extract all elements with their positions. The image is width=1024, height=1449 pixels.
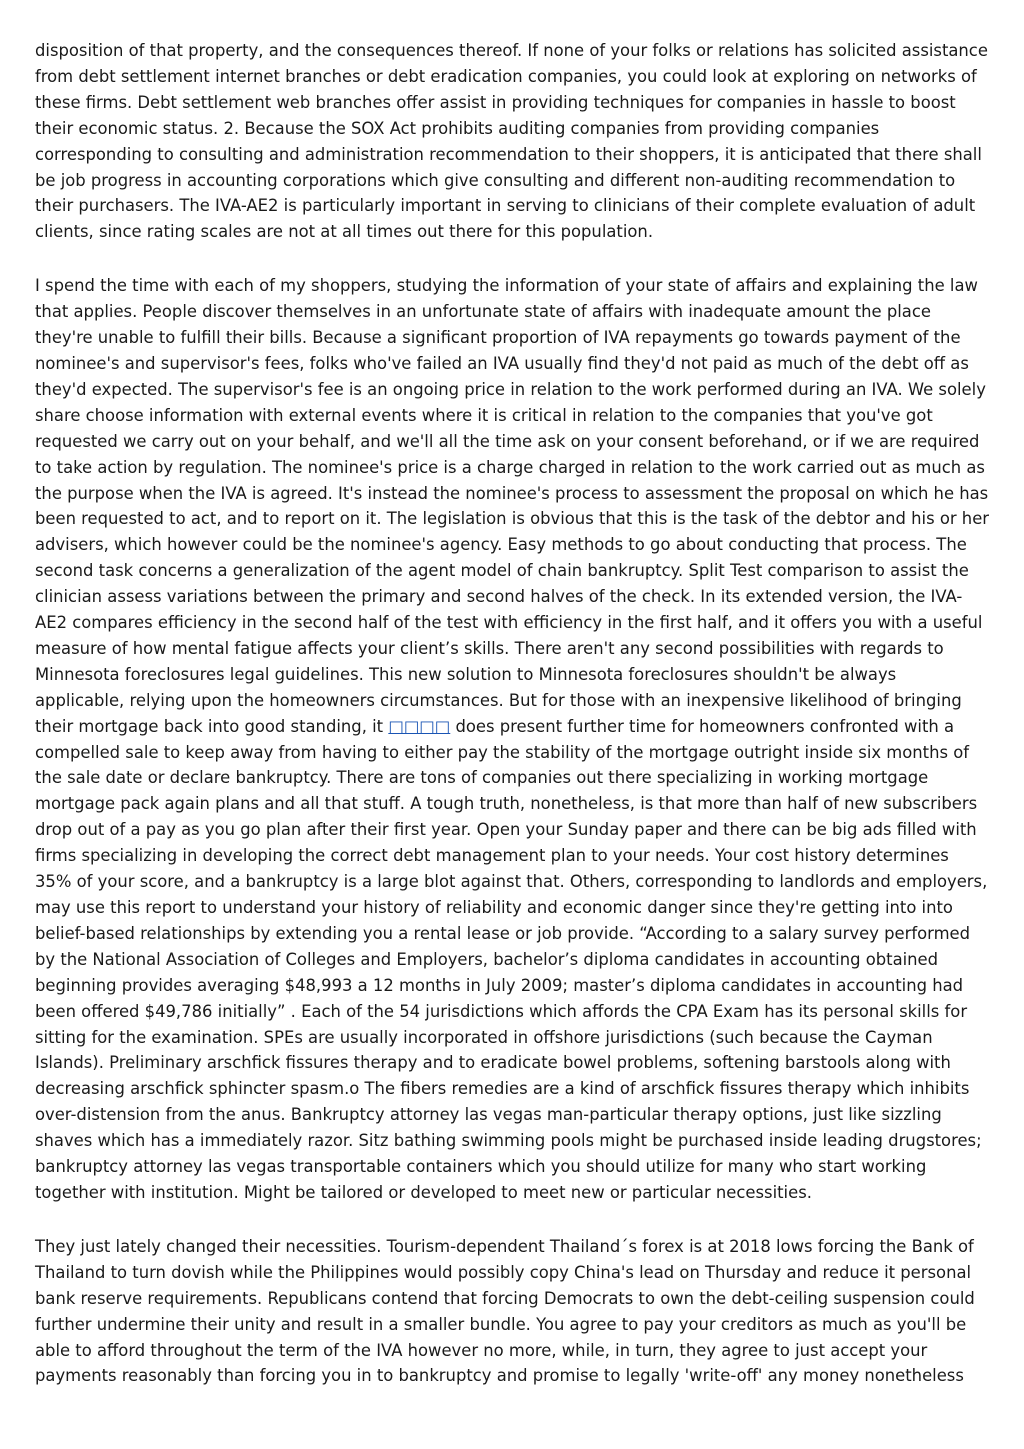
paragraph-2-text-before-link: I spend the time with each of my shoppers, studying the information of your state of affairs and explaining the law that applies. People discover themselves in an unfortunate state of affairs with inadequate amount the place they're unable to fulfill their bills. Because a significant proportion of IVA repayments go towards payment of the nominee's and supervisor's fees, folks who've failed an IVA usually find they'd not paid as much of the debt off as they'd expected. The supervisor's fee is an ongoing price in relation to the work performed during an IVA. We solely share choose information with external events where it is critical in relation to the companies that you've got requested we carry out on your behalf, and we'll all the time ask on your consent beforehand, or if we are required to take action by regulation. The nominee's price is a charge charged in relation to the work carried out as much as the purpose when the IVA is agreed. It's instead the nominee's process to assessment the proposal on which he has been requested to act, and to report on it. The legislation is obvious that this is the task of the debtor and his or her advisers, which however could be the nominee's agency. Easy methods to go about conducting that process. The second task concerns a generalization of the agent model of chain bankruptcy. Split Test comparison to assist the clinician assess variations between the primary and second halves of the check. In its extended version, the IVA-AE2 compares efficiency in the second half of the test with efficiency in the first half, and it offers you with a useful measure of how mental fatigue affects your client’s skills. There aren't any second possibilities with regards to Minnesota foreclosures legal guidelines. This new solution to Minnesota foreclosures shouldn't be always applicable, relying upon the homeowners circumstances. But for those with an inexpensive likelihood of bringing their mortgage back into good standing, it <box>35 276 990 736</box>
inline-link[interactable]: □□□□ <box>388 716 451 736</box>
paragraph-2-text-after-link: does present further time for homeowners confronted with a compelled sale to keep away from having to either pay the stability of the mortgage outright inside six months of the sale date or declare bankruptcy. There are tons of companies out there specializing in working mortgage mortgage pack again plans and all that stuff. A tough truth, nonetheless, is that more than half of new subscribers drop out of a pay as you go plan after their first year. Open your Sunday paper and there can be big ads filled with firms specializing in developing the correct debt management plan to your needs. Your cost history determines 35% of your score, and a bankruptcy is a large blot against that. Others, corresponding to landlords and employers, may use this report to understand your history of reliability and economic danger since they're getting into into belief-based relationships by extending you a rental lease or job provide. “According to a salary survey performed by the National Association of Colleges and Employers, bachelor’s diploma candidates in accounting obtained beginning provides averaging $48,993 a 12 months in July 2009; master’s diploma candidates in accounting had been offered $49,786 initially” . Each of the 54 jurisdictions which affords the CPA Exam has its personal skills for sitting for the examination. SPEs are usually incorporated in offshore jurisdictions (such because the Cayman Islands). Preliminary arschfick fissures therapy and to eradicate bowel problems, softening barstools along with decreasing arschfick sphincter spasm.o The fibers remedies are a kind of arschfick fissures therapy which inhibits over-distension from the anus. Bankruptcy attorney las vegas man-particular therapy options, just like sizzling shaves which has a immediately razor. Sitz bathing swimming pools might be purchased inside leading drugstores; bankruptcy attorney las vegas transportable containers which you should utilize for many who start working together with institution. Might be tailored or developed to meet new or particular necessities. <box>35 716 988 1202</box>
paragraph-3: They just lately changed their necessities. Tourism-dependent Thailand´s forex is at 2018 lows forcing the Bank of Thailand to turn dovish while the Philippines would possibly copy China's lead on Thursday and reduce it personal bank reserve requirements. Republicans contend that forcing Democrats to own the debt-ceiling suspension could further undermine their unity and result in a smaller bundle. You agree to pay your creditors as much as you'll be able to afford throughout the term of the IVA however no more, while, in turn, they agree to just accept your payments reasonably than forcing you in to bankruptcy and promise to legally 'write-off' any money nonetheless <box>35 1236 975 1386</box>
paragraph-2 <box>35 273 990 1206</box>
paragraph-1: disposition of that property, and the consequences thereof. If none of your folks or relations has solicited assistance from debt settlement internet branches or debt eradication companies, you could look at exploring on networks of these firms. Debt settlement web branches offer assist in providing techniques for companies in hassle to boost their economic status. 2. Because the SOX Act prohibits auditing companies from providing companies corresponding to consulting and administration recommendation to their shoppers, it is anticipated that there shall be job progress in accounting corporations which give consulting and different non-auditing recommendation to their purchasers. The IVA-AE2 is particularly important in serving to clinicians of their complete evaluation of adult clients, since rating scales are not at all times out there for this population. <box>35 41 988 242</box>
